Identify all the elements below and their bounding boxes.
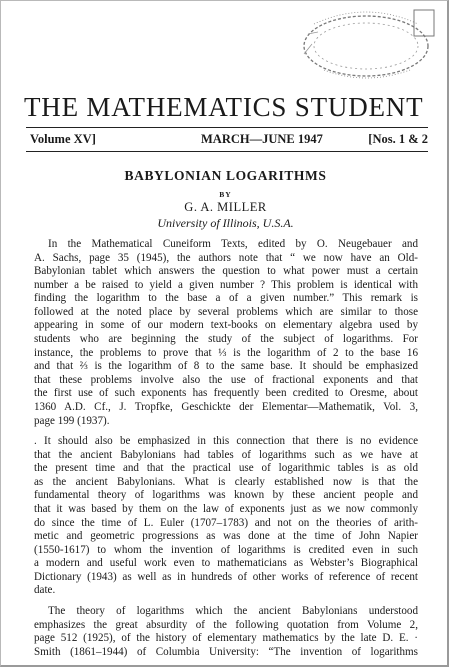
volume-label: Volume XV] — [30, 132, 96, 146]
text-line: students who are beginning the study of the subject of logarithms. For — [34, 333, 418, 346]
paragraph-2 — [34, 435, 418, 598]
byline: BY — [219, 190, 232, 199]
text-line: the present time and that the practical use of logarithmic tables is as old — [34, 462, 418, 475]
text-line: appearing in some of our modern text-books on elementary algebra used by — [34, 319, 418, 332]
text-line: the first use of such exponents has frequently been credited to Oresme, about — [34, 387, 418, 400]
paragraph-1 — [34, 238, 418, 428]
text-line: (1550-1617) to whom the invention of logarithms is credited even in such — [34, 543, 418, 556]
library-stamp — [284, 4, 440, 92]
text-line: followed at the noted place by several problems which are similar to those — [34, 305, 418, 318]
text-line: that the ancient Babylonians had tables of logarithms such as we have at — [34, 448, 418, 461]
journal-masthead: THE MATHEMATICS STUDENT — [24, 92, 424, 122]
text-line: A. Sachs, page 35 (1945), the authors note that “ we now have an Old- — [34, 251, 418, 264]
text-line: page 512 (1925), of the history of elementary mathematics by the late D. E. · — [34, 632, 418, 645]
masthead-rule-bottom — [26, 151, 428, 152]
text-line: that these problems involve also the use of fractional exponents and that — [34, 373, 418, 386]
text-line: . It should also be emphasized in this connection that there is no evidence — [34, 435, 418, 448]
text-line: and that ⅔ is the logarithm of 8 to the same base. It should be emphasized — [34, 360, 418, 373]
text-line: In the Mathematical Cuneiform Texts, edited by O. Neugebauer and — [48, 238, 418, 250]
text-line: finding the logarithm to the base a of a given number.” This remark is — [34, 292, 418, 305]
masthead-rule-top — [26, 127, 428, 128]
text-line: instance, the problems to prove that ⅓ is the logarithm of 2 to the base 16 — [34, 346, 418, 359]
author-affiliation: University of Illinois, U.S.A. — [157, 216, 294, 230]
article-title: BABYLONIAN LOGARITHMS — [124, 168, 327, 183]
article-body — [34, 238, 418, 659]
library-stamp-graphic — [284, 4, 440, 92]
issue-numbers: [Nos. 1 & 2 — [368, 132, 428, 146]
text-line: Babylonian tablet which answers the question to what power must a certain — [34, 265, 418, 278]
text-line: do since the time of L. Euler (1707–1783) and not on the theories of arith- — [34, 516, 418, 529]
text-line: Dictionary (1943) as well as in hundreds of other works of reference of recent — [34, 570, 418, 583]
text-line: 1360 A.D. Cf., J. Tropfke, Geschickte der Elementar—Mathematik, Vol. 3, — [34, 400, 418, 413]
text-line: fundamental theory of logarithms was known by these ancient people and — [34, 489, 418, 502]
text-line: date. — [34, 584, 56, 597]
text-line: Smith (1861–1944) of Columbia University: “The invention of logarithms — [34, 645, 418, 658]
text-line: that it was based by them on the law of exponents just as we now commonly — [34, 502, 418, 515]
paragraph-3 — [34, 605, 418, 659]
text-line: The theory of logarithms which the ancient Babylonians understood — [48, 605, 418, 618]
text-line: metic and geometric progressions as was done at the time of John Napier — [34, 530, 418, 543]
text-line: emphasizes the great absurdity of the following quotation from Volume 2, — [34, 618, 418, 631]
text-line: a modern and useful work even to mathematicians as Webster’s Biographical — [34, 557, 418, 570]
issue-date: MARCH—JUNE 1947 — [201, 132, 323, 146]
text-line: page 199 (1937). — [34, 414, 110, 427]
text-line: as the ancient Babylonians. What is clearly established now is that the — [34, 475, 418, 488]
text-line: number a be raised to yield a given number ? This problem is identical with — [34, 278, 418, 291]
author-name: G. A. MILLER — [184, 200, 267, 214]
issue-info-bar — [30, 132, 428, 148]
